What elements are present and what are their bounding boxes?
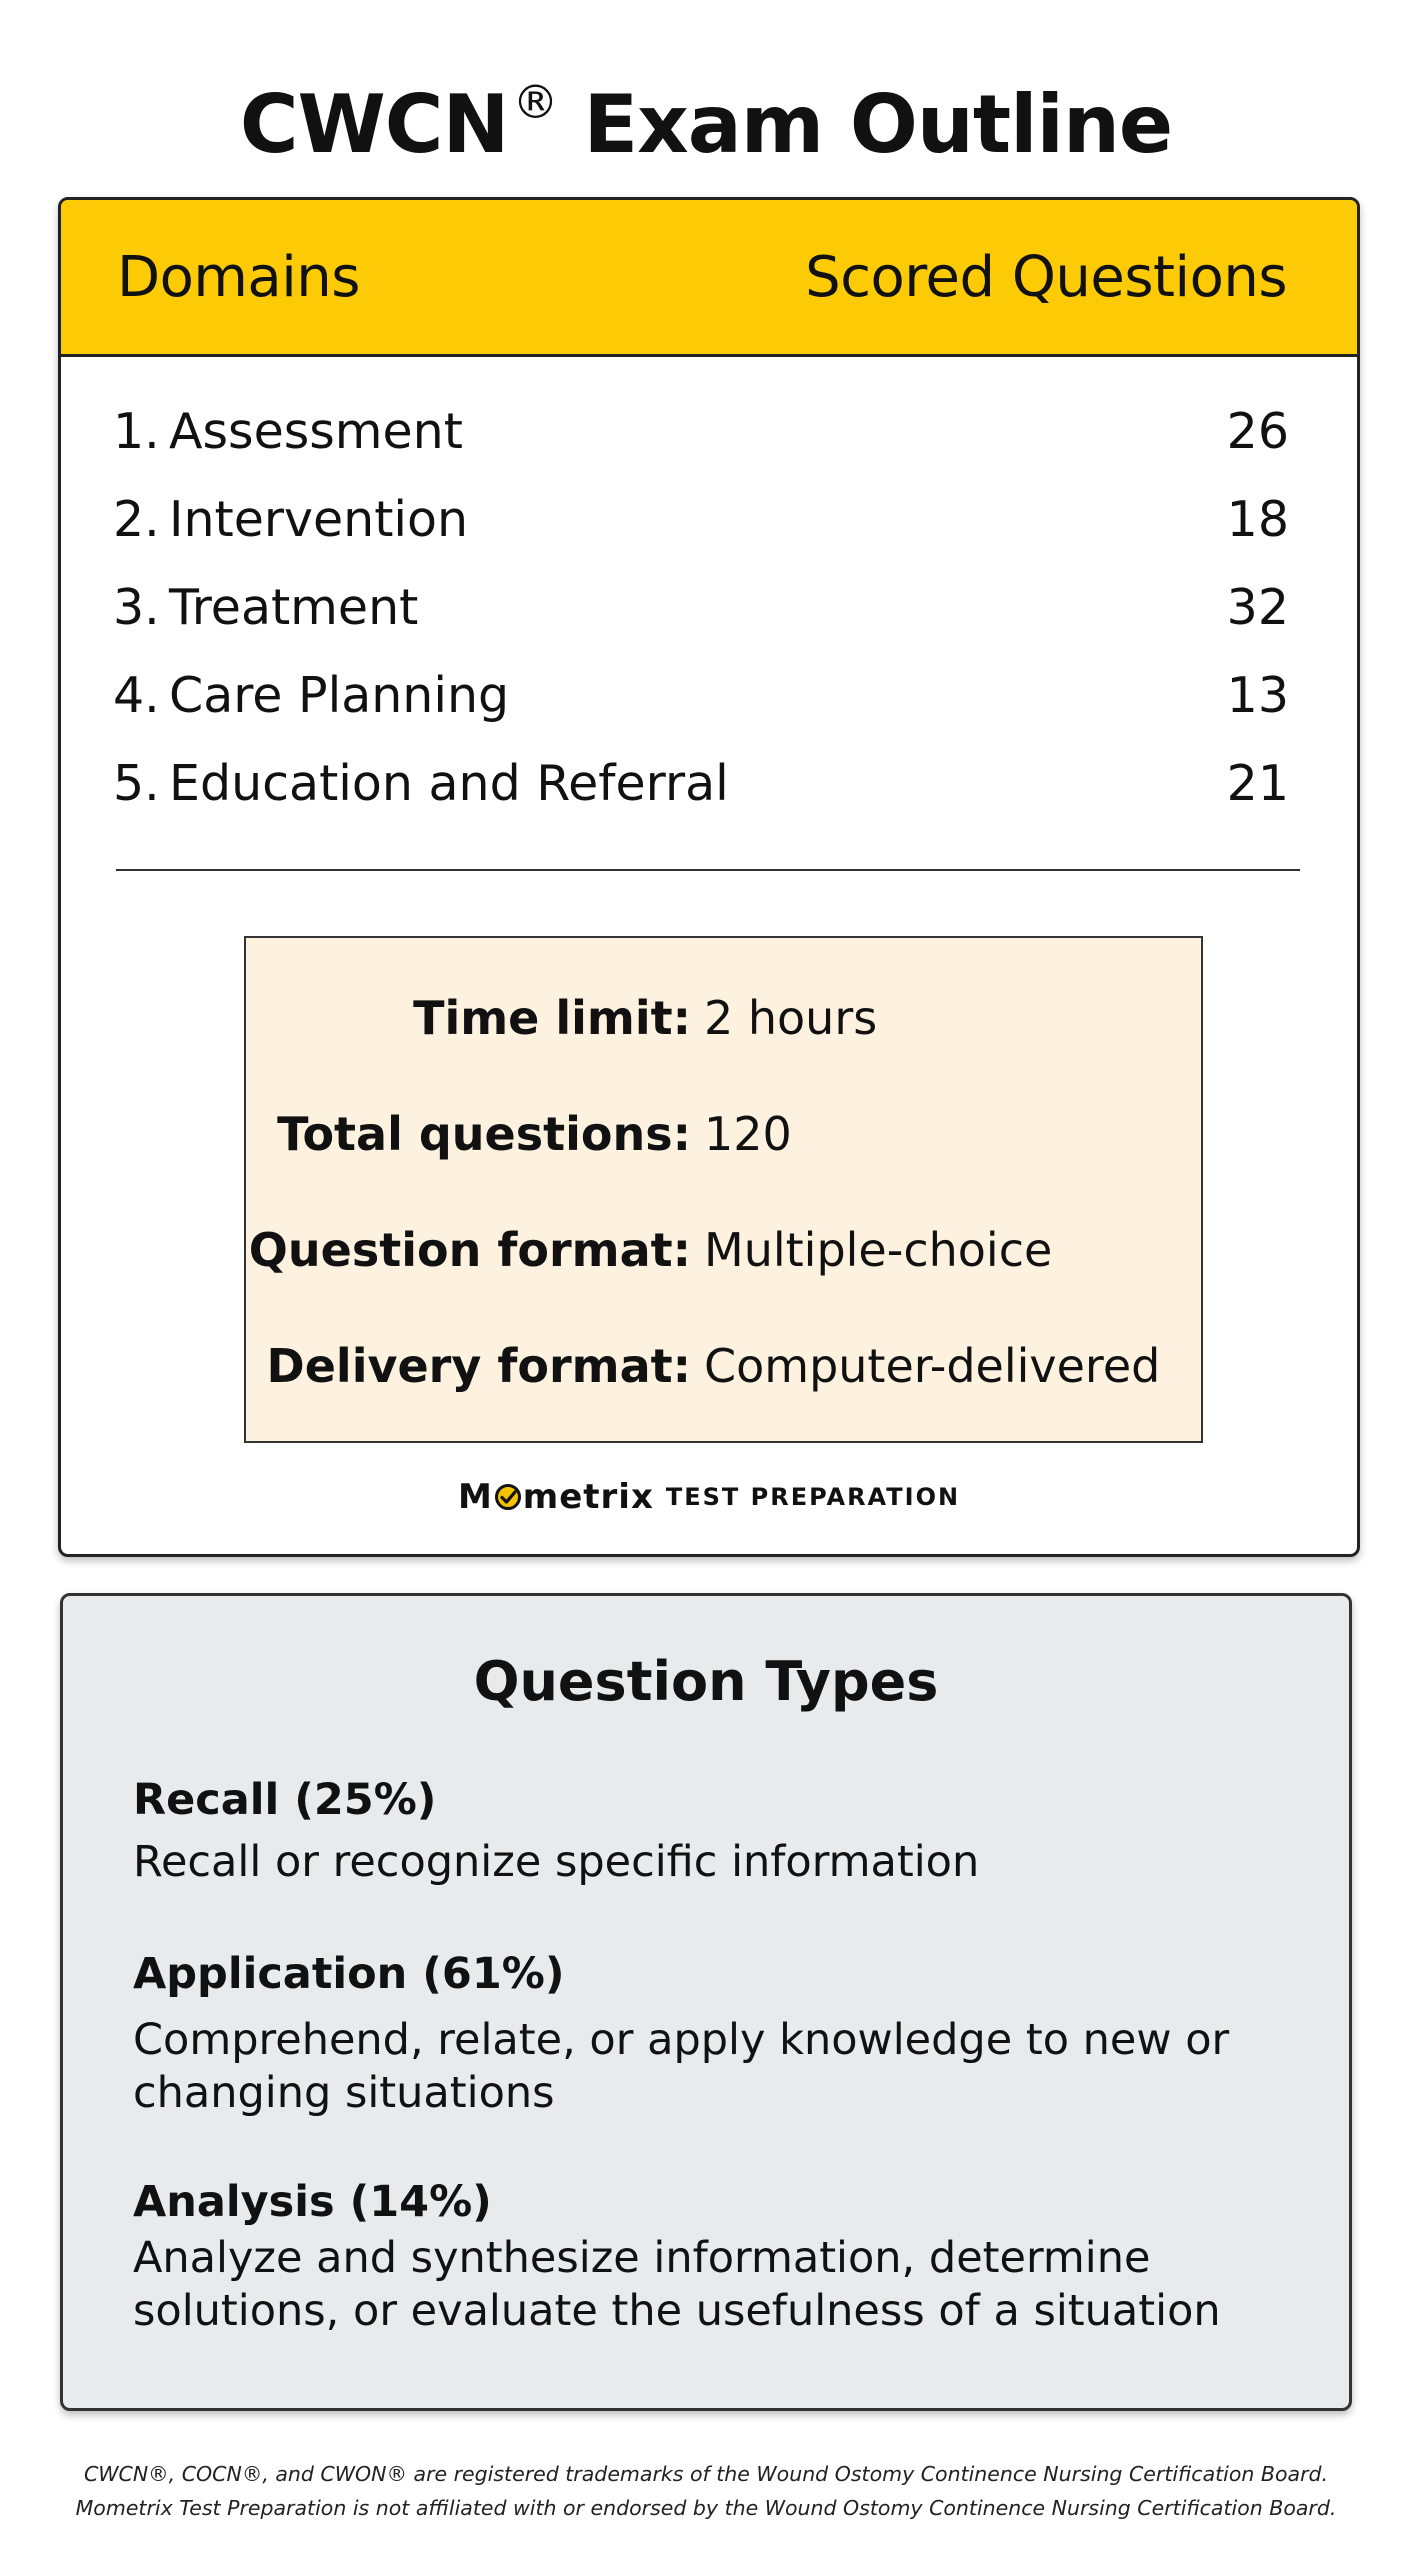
mometrix-logo (61, 1477, 1357, 1517)
question-types-card (60, 1593, 1352, 2411)
info-row-time-limit (246, 982, 1201, 1054)
domain-number: 4. (113, 667, 160, 724)
trademark-footer (0, 2457, 1412, 2525)
info-value: 2 hours (704, 991, 878, 1045)
logo-wordmark-start: M (457, 1477, 493, 1517)
domain-question-count: 21 (1226, 755, 1289, 812)
logo-wordmark-end: metrix (522, 1477, 654, 1517)
exam-info-box (244, 936, 1203, 1443)
domain-name: Care Planning (169, 667, 510, 724)
registered-mark: ® (512, 75, 558, 129)
divider (116, 869, 1300, 871)
checkmark-circle-icon (494, 1483, 522, 1511)
domain-name: Assessment (169, 403, 463, 460)
footer-line-2: Mometrix Test Preparation is not affiliated with or endorsed by the Wound Ostomy Continence Nursing Certification Board. (75, 2496, 1337, 2520)
domain-number: 3. (113, 579, 160, 636)
info-value: Multiple-choice (704, 1223, 1053, 1277)
scored-questions-header: Scored Questions (805, 245, 1287, 310)
domain-row (113, 388, 1289, 476)
domain-question-count: 13 (1226, 667, 1289, 724)
domain-name: Treatment (169, 579, 419, 636)
info-value: Computer-delivered (704, 1339, 1161, 1393)
table-header (61, 200, 1357, 357)
footer-line-1: CWCN®, COCN®, and CWON® are registered trademarks of the Wound Ostomy Continence Nursing Certification Board. (83, 2462, 1329, 2486)
page-title-rest: Exam Outline (583, 78, 1173, 171)
info-label: Delivery format: (266, 1339, 691, 1393)
question-types-title: Question Types (473, 1650, 939, 1713)
domain-name: Education and Referral (169, 755, 729, 812)
domain-number: 1. (113, 403, 160, 460)
info-row-delivery-format (246, 1330, 1201, 1402)
info-label: Question format: (248, 1223, 691, 1277)
domain-question-count: 18 (1226, 491, 1289, 548)
domain-name: Intervention (169, 491, 469, 548)
info-value: 120 (704, 1107, 792, 1161)
domain-row (113, 740, 1289, 828)
info-label: Time limit: (413, 991, 691, 1045)
type-description-application: Comprehend, relate, or apply knowledge to new or changing situations (133, 2015, 1230, 2118)
domain-row (113, 564, 1289, 652)
page-title-main: CWCN (239, 78, 509, 171)
type-heading-analysis: Analysis (14%) (133, 2177, 492, 2227)
info-row-question-format (246, 1214, 1201, 1286)
domain-question-count: 32 (1226, 579, 1289, 636)
type-heading-recall: Recall (25%) (133, 1775, 437, 1825)
logo-tagline: TEST PREPARATION (665, 1483, 961, 1511)
domain-question-count: 26 (1226, 403, 1289, 460)
type-description-recall: Recall or recognize specific information (133, 1837, 980, 1887)
domains-header: Domains (117, 245, 360, 310)
type-heading-application: Application (61%) (133, 1949, 565, 1999)
domain-number: 5. (113, 755, 160, 812)
domain-row (113, 476, 1289, 564)
info-label: Total questions: (277, 1107, 691, 1161)
type-description-analysis: Analyze and synthesize information, determine solutions, or evaluate the usefulness of a situation (133, 2233, 1221, 2336)
info-row-total-questions (246, 1098, 1201, 1170)
page-title (0, 52, 1412, 175)
exam-outline-card (58, 197, 1360, 1557)
domain-number: 2. (113, 491, 160, 548)
domain-row (113, 652, 1289, 740)
